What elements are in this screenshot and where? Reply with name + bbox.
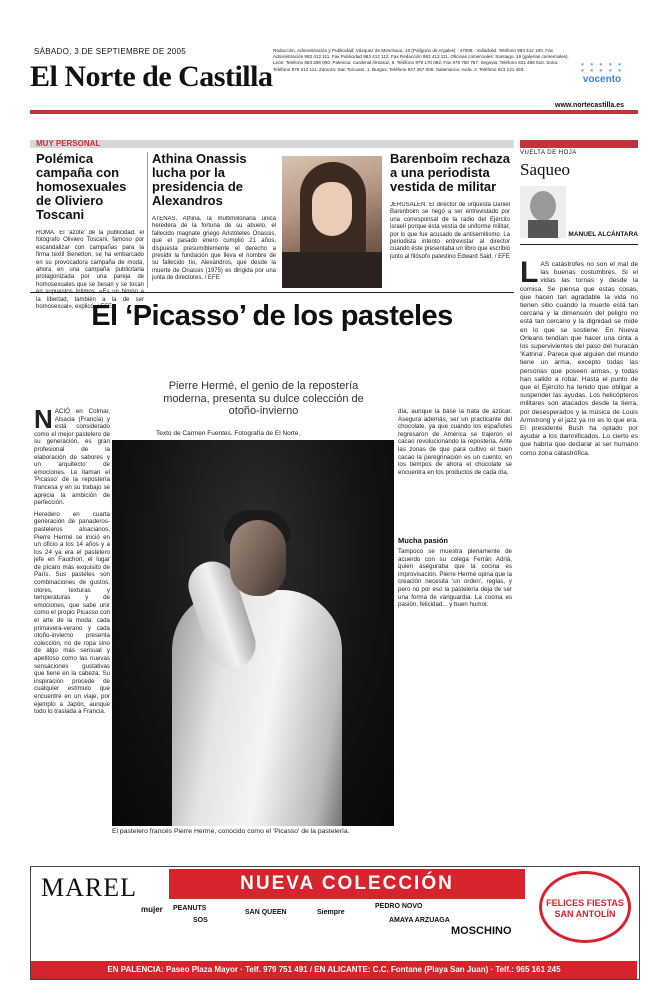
brief-title: Barenboim rechaza a una periodista vestida de militar — [390, 151, 510, 194]
newspaper-masthead: El Norte de Castilla — [30, 60, 273, 93]
contact-info: Redacción, Administración y Publicidad: Vázquez de Menchaca, 10 (Polígono de Argales) · 47008 · Valladolid. Teléfono 983 412 100. Fax Administración 983 412 111. Fax Publicidad 983 412 112. Fax Redacción 983 412 111. Oficinas comerciales: Santiago, 19 (galerías comerciales). León: Teléfono 983 366 000. Palencia: Cardenal Almaraz, 8. Teléfono 979 170 082. Fax 979 750 757. Segovia: Teléfono 921 466 610. Soria: Teléfono 975 212 111. Zamora: San Torcuato, 1. Burgos: Teléfono 947 257 000. Salamanca: Avda. 2. Teléfono 923 121 493. — [273, 48, 569, 72]
masthead-rule — [30, 110, 638, 114]
brief-barenboim — [390, 152, 510, 294]
feature-byline: Texto de Carmen Fuentes. Fotografía de El Norte. — [156, 430, 301, 437]
issue-date: SÁBADO, 3 DE SEPTIEMBRE DE 2005 — [34, 47, 187, 56]
pierre-herme-photo — [112, 440, 394, 826]
ad-headline: NUEVA COLECCIÓN — [169, 869, 525, 899]
ad-brand-logos — [173, 903, 533, 947]
feature-subtitle: Pierre Hermé, el genio de la repostería moderna, presenta su dulce colección de otoño-invierno — [163, 380, 364, 417]
column-top-bar — [520, 140, 638, 148]
ad-logo: Siempre — [317, 909, 345, 916]
site-url[interactable]: www.nortecastilla.es — [555, 102, 624, 109]
brief-title: Athina Onassis lucha por la presidencia de Alexandros — [152, 151, 247, 208]
photo-caption: El pastelero francés Pierre Hermé, conocido como el 'Picasso' de la pastelería. — [112, 828, 350, 835]
ad-logo: SOS — [193, 917, 208, 924]
feature-headline: El ‘Picasso’ de los pasteles — [91, 300, 453, 332]
brief-body: JERUSALÉN. El director de orquesta Daniel Barenboim se negó a ser entrevistado por una corresponsal de la radio del Ejército israelí porque ésta vestía de uniforme militar, por lo que fue acusado de antisemitismo. La periodista intentó entrevistar al director cuando éste presentaba un libro que escribió junto al filósofo palestino Edward Said. / EFE — [390, 202, 510, 260]
column-dropcap: L — [520, 261, 539, 289]
ad-logo: SAN QUEEN — [245, 909, 287, 916]
vocento-brand: vocento — [582, 74, 622, 85]
feature-col2b-text: Tampoco se muestra plenamente de acuerdo con su colega Ferrán Adrià, quien aseguraba que la cocina es improvisación. Pierre Hermé opina que la creación necesita 'un orden', reglas, y pero no por eso la pastelería deja de ser una forma de vanguardia. La cocina es pasión, felicidad... y buen humor. — [398, 548, 512, 609]
section-divider — [30, 292, 514, 293]
section-label: MUY PERSONAL — [36, 139, 101, 148]
column-label: VUELTA DE HOJA — [520, 150, 577, 156]
feature-col2-text: día, aunque la base la trata de azúcar. Asegura además, ser un practicante del chocolate, ya que cuando los españoles regresaron de América se trajeron el cacao revolucionando la repostería. Ante las zonas de que para cultivo el buen cacao la peregrinación es un cuento; en los tiempos de ahora el chocolate se encuentra en los productos de cada día. — [398, 408, 512, 476]
feature-lede: ACIÓ en Colmar, Alsacia (Francia) y está considerado como el mejor pastelero de su generación, es gran profesional de la elaboración de sabores y un 'arquitecto' de emociones. Le llaman el 'Picasso' de la repostería francesa y en su trabajo se aprecia la ambición de perfección. — [34, 408, 110, 507]
author-portrait-icon — [520, 186, 566, 238]
ad-logo: PEANUTS — [173, 905, 207, 912]
opinion-column — [520, 140, 638, 901]
feature-column-3 — [398, 408, 512, 858]
ad-logo: MOSCHINO — [451, 925, 512, 937]
fiestas-badge: FELICES FIESTAS SAN ANTOLÍN — [539, 871, 631, 943]
marel-advertisement[interactable] — [30, 866, 640, 980]
section-bar — [30, 140, 514, 148]
column-text: AS catástrofes no son el mal de las buenas costumbres. Si el vidas las tornas y desde la cornisa. Se piensa que estas cosas, que hacen tan agradable la vida no tienen sitio cuando la muerte está tan cercana y la dimensión del peligro no está tan cercano y la dignidad se mide en lo que se sostiene. En Nueva Orleans tendían que hacer una cinta a los supervivientes del paso del huracán 'Katrina'. Parece que alguien del mundo tiene un arma, excepto todas las personas que poseen armas, y todas han salido a robar. Hasta el punto de que el Ejército ha tenido que obligar a suspender las ayudas. Los helicópteros militares son atacados desde la tierra, por desesperados y la música de Louis Armstrong y el jazz ya no es lo que era. El presidente Bush ha optado por ayudar a los damnificados. Lo cierto es que habría que declarar al ser humano como zona catastrófica. — [520, 261, 638, 457]
column-title: Saqueo — [520, 160, 571, 179]
athina-onassis-photo — [282, 156, 382, 288]
column-divider — [147, 152, 148, 288]
ad-logo: AMAYA ARZUAGA — [389, 917, 450, 924]
ad-footer: EN PALENCIA: Paseo Plaza Mayor · Telf. 979 751 491 / EN ALICANTE: C.C. Fontane (Playa San Juan) · Telf.: 965 161 245 — [31, 961, 637, 979]
feature-col1-text: Heredero en cuarta generación de panaderos-pasteleros alsacianos, Pierre Hermé se inició en un oficio a los 14 años y a los 24 ya era el pastelero jefe en Fauchon, el lugar de pícaro más exquisito de París. Sus pasteles son combinaciones de gustos, olores, texturas y temperaturas y de emociones, que sabe unir como el propio Picasso con el arte de la moda: cada primavera-verano y cada otoño-invierno presenta colección, no de ropa sino de algo más sensual y apetitoso como las nuevas sensaciones gustativas que tiene en la cabeza. Su inspiración procede de cualquier estímulo que encuentre en un viaje, por ejemplo a Japón, aunque todo lo traslada a Francia. — [34, 510, 110, 716]
column-body — [520, 261, 638, 901]
vocento-logo — [566, 62, 638, 85]
brief-title: Polémica campaña con homosexuales de Oliviero Toscani — [36, 151, 127, 222]
vocento-dots-icon: ● ● ● ● ● ● ● ● ● ● — [580, 62, 624, 74]
ad-brand-sub: mujer — [141, 905, 163, 914]
feature-subhead: Mucha pasión — [398, 536, 449, 545]
column-author: MANUEL ALCÁNTARA — [568, 231, 638, 238]
ad-brand: MAREL — [41, 873, 137, 902]
feature-column-1 — [34, 404, 110, 841]
brief-body: ATENAS. Athina, la multimillonaria única heredera de la fortuna de su abuelo, el fallecido magnate griego Aristóteles Onassis, que el pasado enero cumplió 21 años, dispuesta presumiblemente el derecho a presidir la fundación que lleva el nombre de su fallecido tío, Alexandros, que desde la muerte de Onassis (1975) es dirigida por una junta de directores. / EFE — [152, 216, 276, 282]
brief-body: ROMA. El 'azote' de la publicidad, el fotógrafo Oliviero Toscani, famoso por escandalizar con campañas para la firma textil Benetton, se ha embarcado en su provocadora campaña de moda, ahora en una campaña publicitaria protagonizada por una pareja de homosexuales que se besan y se tocan la libertad, también a la de ser homosexual», explicó. / EFE — [36, 230, 144, 311]
dropcap: N — [34, 404, 53, 434]
ad-logo: PEDRO NOVO — [375, 903, 423, 910]
